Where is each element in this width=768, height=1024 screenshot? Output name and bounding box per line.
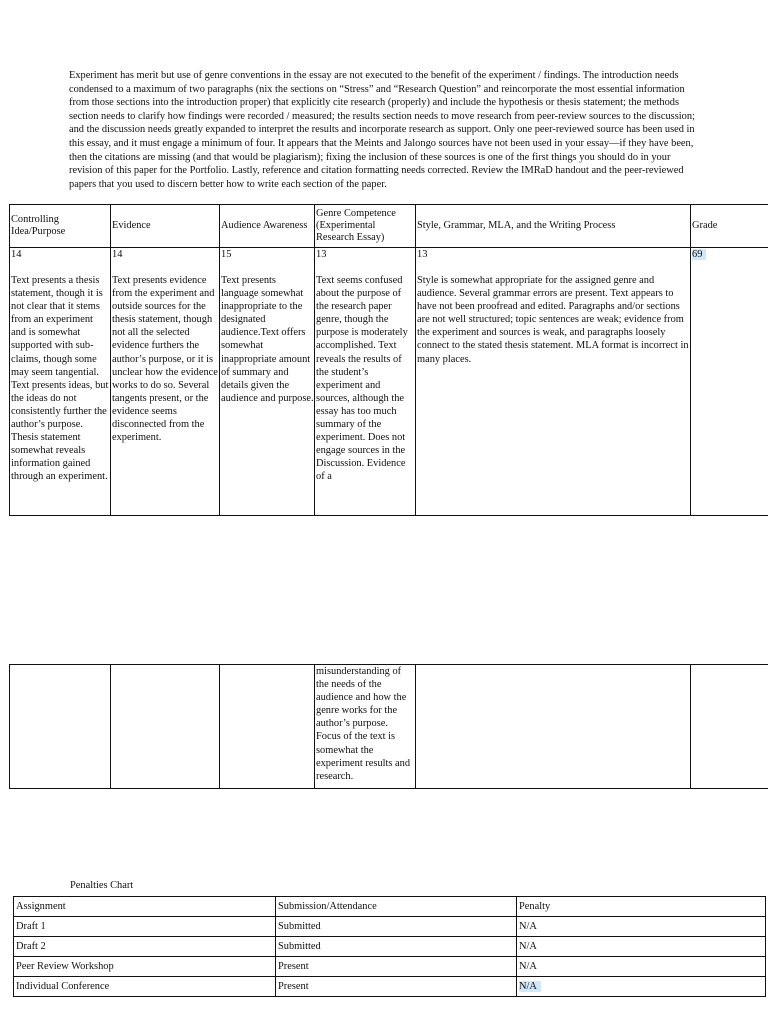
cell-empty [111,665,220,789]
feedback-paragraph: Experiment has merit but use of genre conventions in the essay are not executed to the benefit of the experiment / findings. The introduction needs condensed to a maximum of two paragraphs (nix the sections on “Stress” and “Research Question” and reincorporate the most essential information from those sections into the introduction proper) that explicitly cite research (properly) and include the hypothesis or thesis statement; the methods section needs to clarify how findings were recorded / measured; the results section needs to move research from peer-review sources to the discussion; and the discussion needs greatly expanded to interpret the results and incorporate research as support. Only one peer-reviewed source has been used in this essay, and it must engage a minimum of four. It appears that the Meints and Jalongo sources have not been used in your essay—if they have been, then the citations are missing (and that would be plagiarism); fixing the inclusion of these sources is one of the first things you should do in your revision of this paper for the Portfolio. Lastly, reference and citation formatting needs corrected. Review the IMRaD handout and the peer-reviewed papers that you used to discern better how to write each section of the paper. [69,70,695,190]
comment-controlling-idea: Text presents a thesis statement, though it is not clear that it stems from an experiment and is somewhat supported with sub-claims, though some may seem tangential. Text presents ideas, but the ideas do not consistently further the author’s purpose. Thesis statement somewhat reveals information gained through an experiment. [11,275,109,483]
score-evidence: 14 [112,249,123,260]
score-style-grammar: 13 [417,249,428,260]
submission-cell: Submitted [276,917,517,937]
penalties-header-row [14,897,766,917]
assignment-cell: Draft 2 [14,937,276,957]
cell-empty [10,665,111,789]
header-grade: Grade [691,205,768,248]
comment-genre-competence: Text seems confused about the purpose of the research paper genre, though the purpose is moderately accomplished. Text reveals the results of the student’s experiment and sources, although the essay has too much summary of the experiment. Does not engage sources in the Discussion. Evidence of a [316,275,408,483]
penalties-table [13,896,766,997]
comment-audience-awareness: Text presents language somewhat inappropriate to the designated audience.Text offers somewhat inappropriate amount of summary and details given the audience and purpose. [221,275,314,404]
comment-evidence: Text presents evidence from the experiment and outside sources for the thesis statement, though not all the selected evidence furthers the author’s purpose, or it is unclear how the evidence works to do so. Several tangents present, or the evidence seems disconnected from the experiment. [112,275,218,444]
header-audience-awareness: Audience Awareness [220,205,315,248]
cell-genre-competence [315,248,416,516]
score-genre-competence: 13 [316,249,327,260]
score-controlling-idea: 14 [11,249,22,260]
header-assignment: Assignment [14,897,276,917]
assignment-cell: Peer Review Workshop [14,957,276,977]
header-genre-competence: Genre Competence (Experimental Research Essay) [315,205,416,248]
header-style-grammar: Style, Grammar, MLA, and the Writing Process [416,205,691,248]
grade-total: 69 [692,249,706,260]
cell-empty [220,665,315,789]
score-audience-awareness: 15 [221,249,232,260]
rubric-table-continued [9,664,768,789]
penalties-row [14,917,766,937]
cell-empty [691,665,768,789]
header-evidence: Evidence [111,205,220,248]
penalty-cell: N/A [517,957,766,977]
submission-cell: Present [276,977,517,997]
header-submission-attendance: Submission/Attendance [276,897,517,917]
penalties-row [14,977,766,997]
cell-controlling-idea [10,248,111,516]
assignment-cell: Individual Conference [14,977,276,997]
comment-genre-competence-continued: misunderstanding of the needs of the audience and how the genre works for the author’s purpose. Focus of the text is somewhat the experiment results and research. [315,665,416,789]
cell-audience-awareness [220,248,315,516]
comment-style-grammar: Style is somewhat appropriate for the assigned genre and audience. Several grammar errors are present. Text appears to have not been proofread and edited. Paragraphs and/or sections are not well structured; topic sentences are weak; evidence from the experiment and sources is weak, and paragraphs loosely connect to the stated thesis statement. MLA format is incorrect in many places. [417,275,689,365]
rubric-table [9,204,768,516]
submission-cell: Submitted [276,937,517,957]
submission-cell: Present [276,957,517,977]
penalty-value-highlighted: N/A [519,981,541,992]
rubric-body-row [10,248,768,516]
cell-evidence [111,248,220,516]
penalties-row [14,937,766,957]
cell-style-grammar [416,248,691,516]
cell-empty [416,665,691,789]
header-controlling-idea: Controlling Idea/Purpose [10,205,111,248]
header-penalty: Penalty [517,897,766,917]
rubric-continued-row [10,665,768,789]
cell-grade [691,248,768,516]
penalties-chart-title: Penalties Chart [70,880,134,891]
penalty-cell: N/A [517,937,766,957]
penalty-cell: N/A [517,917,766,937]
penalties-row [14,957,766,977]
assignment-cell: Draft 1 [14,917,276,937]
penalty-cell [517,977,766,997]
rubric-header-row [10,205,768,248]
